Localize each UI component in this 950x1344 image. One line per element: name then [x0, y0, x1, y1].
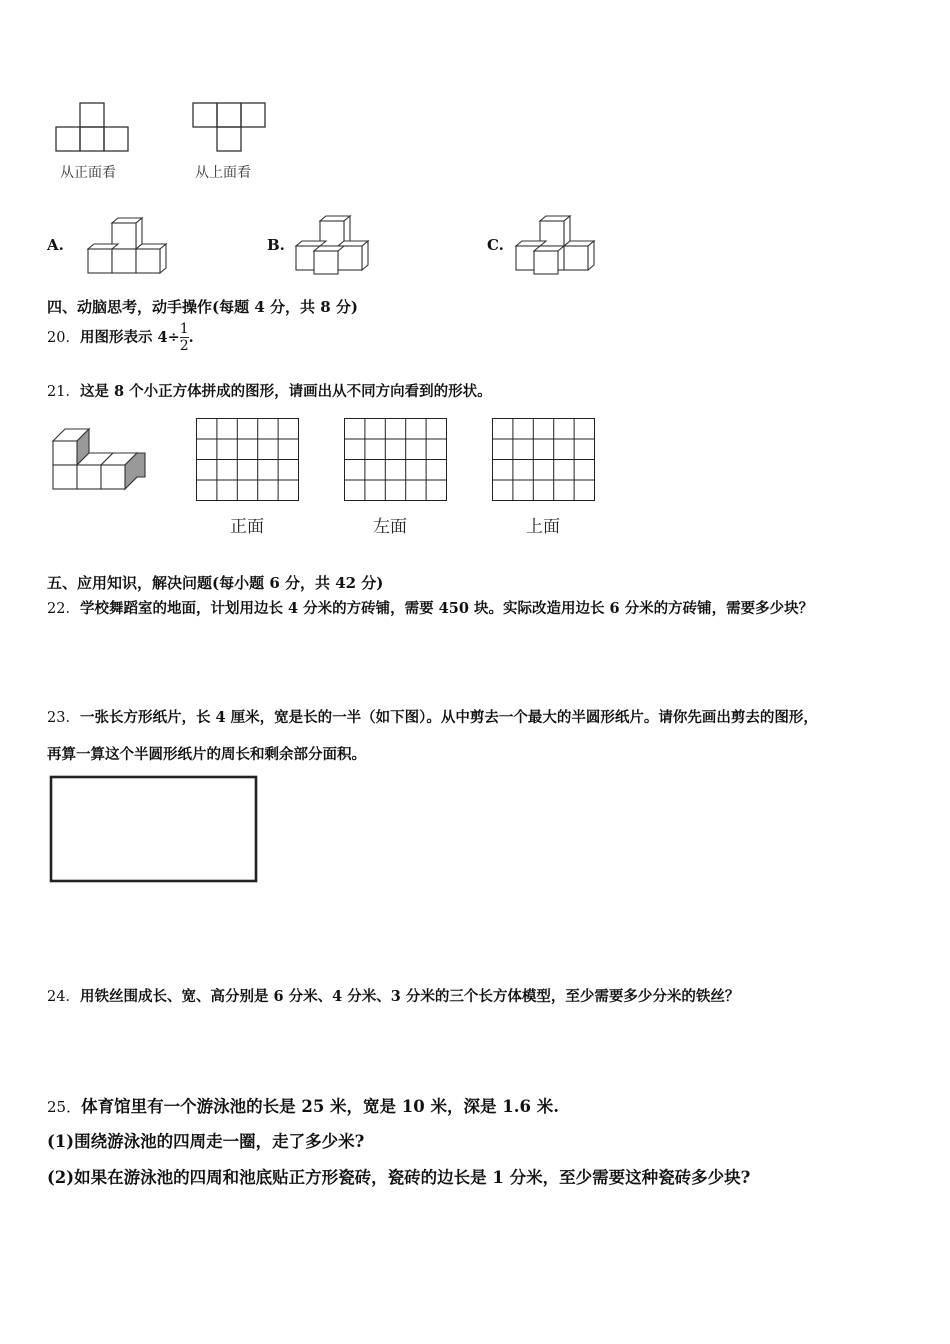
section-4-title: 四、动脑思考，动手操作(每题 4 分，共 8 分)	[47, 298, 358, 316]
question-24	[47, 985, 739, 1006]
question-22-text: 学校舞蹈室的地面，计划用边长 4 分米的方砖铺，需要 450 块。实际改造用边长 6 分米的方砖铺，需要多少块？	[79, 600, 814, 617]
question-21-text: 这是 8 个小正方体拼成的图形，请画出从不同方向看到的形状。	[79, 383, 492, 400]
question-21	[47, 380, 492, 401]
front-view-label: 从正面看	[60, 165, 116, 181]
question-20-text: 用图形表示 4÷	[79, 329, 180, 346]
question-25-text: 体育馆里有一个游泳池的长是 25 米，宽是 10 米，深是 1.6 米.	[81, 1097, 559, 1116]
question-25-part-2: (2)如果在游泳池的四周和池底贴正方形瓷砖，瓷砖的边长是 1 分米，至少需要这种瓷砖多少块?	[47, 1168, 751, 1187]
top-view-figure	[192, 100, 272, 155]
question-22-number: 22．	[47, 601, 80, 617]
question-25-number: 25．	[47, 1098, 82, 1116]
option-a-label: A.	[47, 236, 64, 254]
question-23-text-1: 一张长方形纸片，长 4 厘米，宽是长的一半（如下图）。从中剪去一个最大的半圆形纸片。请你先画出剪去的图形，	[79, 709, 818, 726]
eight-cube-figure	[52, 424, 152, 496]
option-c-cube-figure	[515, 213, 605, 278]
question-20-number: 20．	[47, 330, 80, 346]
top-view-grid	[492, 418, 596, 502]
fraction-numerator: 1	[179, 321, 189, 337]
section-5-title: 五、应用知识，解决问题(每小题 6 分，共 42 分)	[47, 574, 384, 592]
question-22	[47, 597, 813, 618]
question-25-part-1: (1)围绕游泳池的四周走一圈，走了多少米?	[47, 1132, 365, 1151]
left-view-grid	[344, 418, 448, 502]
option-b-cube-figure	[295, 213, 380, 278]
front-view-grid	[196, 418, 300, 502]
grid-label-left: 左面	[373, 517, 407, 537]
option-c-label: C.	[487, 236, 504, 254]
question-23-line-1	[47, 706, 818, 727]
question-24-number: 24．	[47, 989, 80, 1005]
question-24-text: 用铁丝围成长、宽、高分别是 6 分米、4 分米、3 分米的三个长方体模型，至少需要多少分米的铁丝？	[79, 988, 740, 1005]
top-view-label: 从上面看	[195, 165, 251, 181]
question-20-end: .	[188, 329, 194, 346]
option-a-cube-figure	[87, 216, 172, 278]
question-23-number: 23．	[47, 710, 80, 726]
question-25	[47, 1093, 559, 1117]
question-21-number: 21．	[47, 384, 80, 400]
paper-rectangle	[48, 774, 260, 884]
grid-label-front: 正面	[230, 517, 264, 537]
question-20	[47, 322, 194, 354]
fraction-one-half	[180, 322, 189, 354]
option-b-label: B.	[267, 236, 285, 254]
question-23-line-2: 再算一算这个半圆形纸片的周长和剩余部分面积。	[47, 746, 366, 763]
fraction-denominator: 2	[179, 338, 189, 354]
grid-label-top: 上面	[526, 517, 560, 537]
front-view-figure	[55, 100, 135, 155]
